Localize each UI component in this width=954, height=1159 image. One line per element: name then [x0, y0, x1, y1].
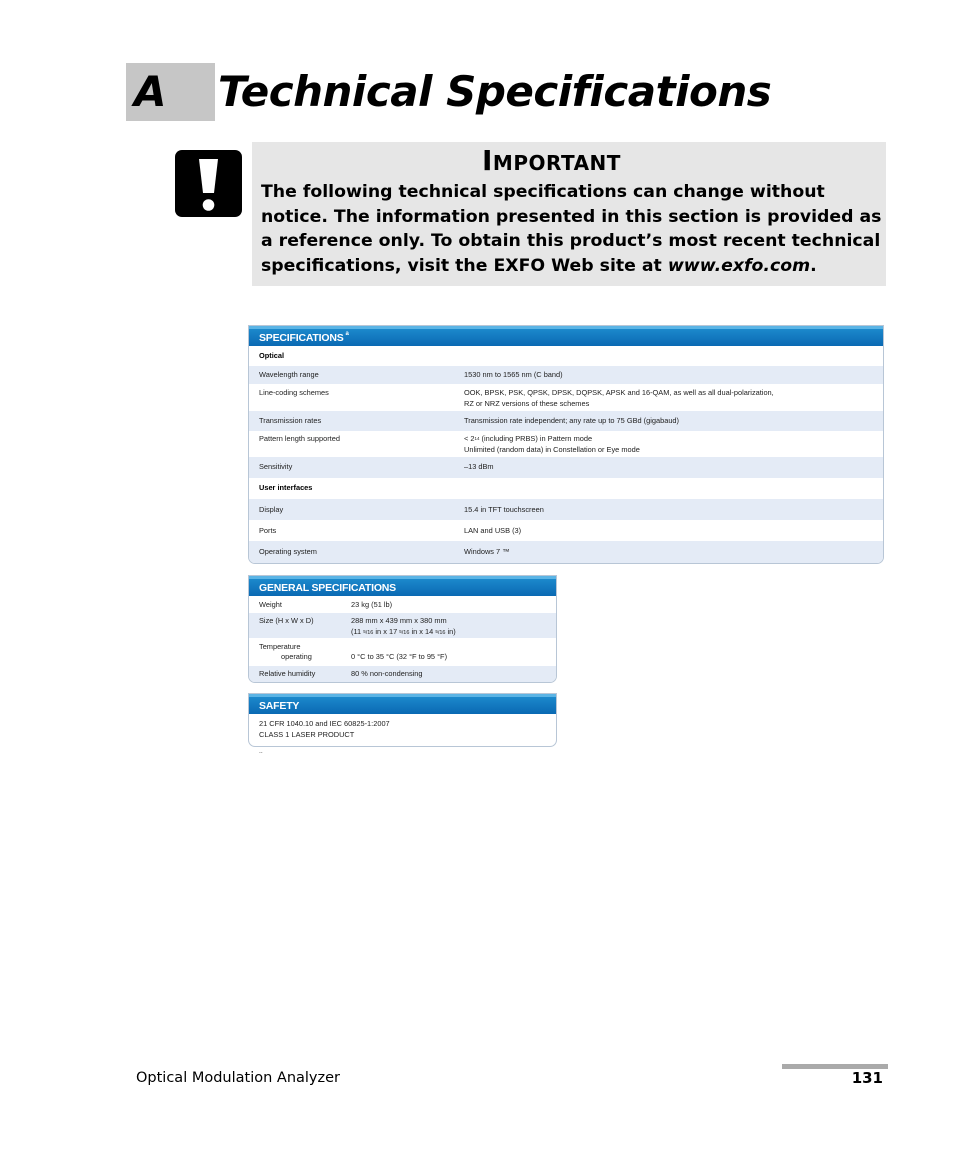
- table-row: Pattern length supported < $2^{14}$ (including PRBS) in Pattern mode Unlimited (random data) in Constellation or Eye mode: [259, 434, 640, 454]
- safety-header: [249, 694, 556, 714]
- table-row: Weight 23 kg (51 lb): [259, 600, 393, 609]
- table-row: Optical: [259, 351, 285, 360]
- general-specifications-header: [249, 576, 556, 596]
- general-specifications-table: [248, 575, 557, 683]
- footnote-mark: ..: [259, 748, 263, 755]
- page-title: Technical Specifications: [218, 67, 772, 116]
- table-row: Size (H x W x D) 288 mm x 439 mm x 380 mm (11 $^5$/16 in x 17 $^5$/16 in x 14 $^5$/16 in): [249, 613, 556, 638]
- exfo-url-link[interactable]: www.exfo.com: [667, 255, 811, 276]
- footer-product-name: Optical Modulation Analyzer: [136, 1070, 340, 1086]
- table-row: Operating system Windows 7 ™: [249, 541, 883, 563]
- specifications-header: [249, 326, 883, 346]
- specifications-table: [248, 325, 884, 564]
- important-heading: Important: [482, 144, 621, 177]
- specifications-header-label: SPECIFICATIONS $^a$: [259, 331, 349, 344]
- safety-table: [248, 693, 557, 747]
- important-body: The following technical specifications can change without notice. The information presented in this section is provided as a reference only. To obtain this product’s most recent technical specifications, visit the EXFO Web site at: [261, 182, 882, 276]
- safety-header-label: SAFETY: [259, 700, 300, 712]
- table-row: Line-coding schemes OOK, BPSK, PSK, QPSK, DPSK, DQPSK, APSK and 16-QAM, as well as all dual-polarization, RZ or NRZ versions of these schemes: [259, 388, 774, 408]
- general-specifications-header-label: GENERAL SPECIFICATIONS: [259, 582, 396, 594]
- chapter-letter: A: [134, 67, 167, 116]
- table-row: User interfaces: [259, 483, 313, 492]
- page-number: 131: [851, 1069, 883, 1087]
- table-row: Sensitivity –13 dBm: [249, 457, 883, 478]
- important-text: [261, 180, 883, 278]
- table-row: Wavelength range 1530 nm to 1565 nm (C band): [249, 366, 883, 384]
- table-row: Display 15.4 in TFT touchscreen: [249, 499, 883, 520]
- exclamation-icon: [175, 150, 242, 217]
- important-period: .: [810, 255, 817, 276]
- table-row: Relative humidity 80 % non-condensing: [249, 666, 556, 682]
- table-row: Temperature operating 0 °C to 35 °C (32 °F to 95 °F): [259, 642, 448, 661]
- table-row: 21 CFR 1040.10 and IEC 60825-1:2007 CLASS 1 LASER PRODUCT: [259, 719, 390, 739]
- table-row: Transmission rates Transmission rate independent; any rate up to 75 GBd (gigabaud): [249, 411, 883, 431]
- table-row: Ports LAN and USB (3): [259, 526, 522, 535]
